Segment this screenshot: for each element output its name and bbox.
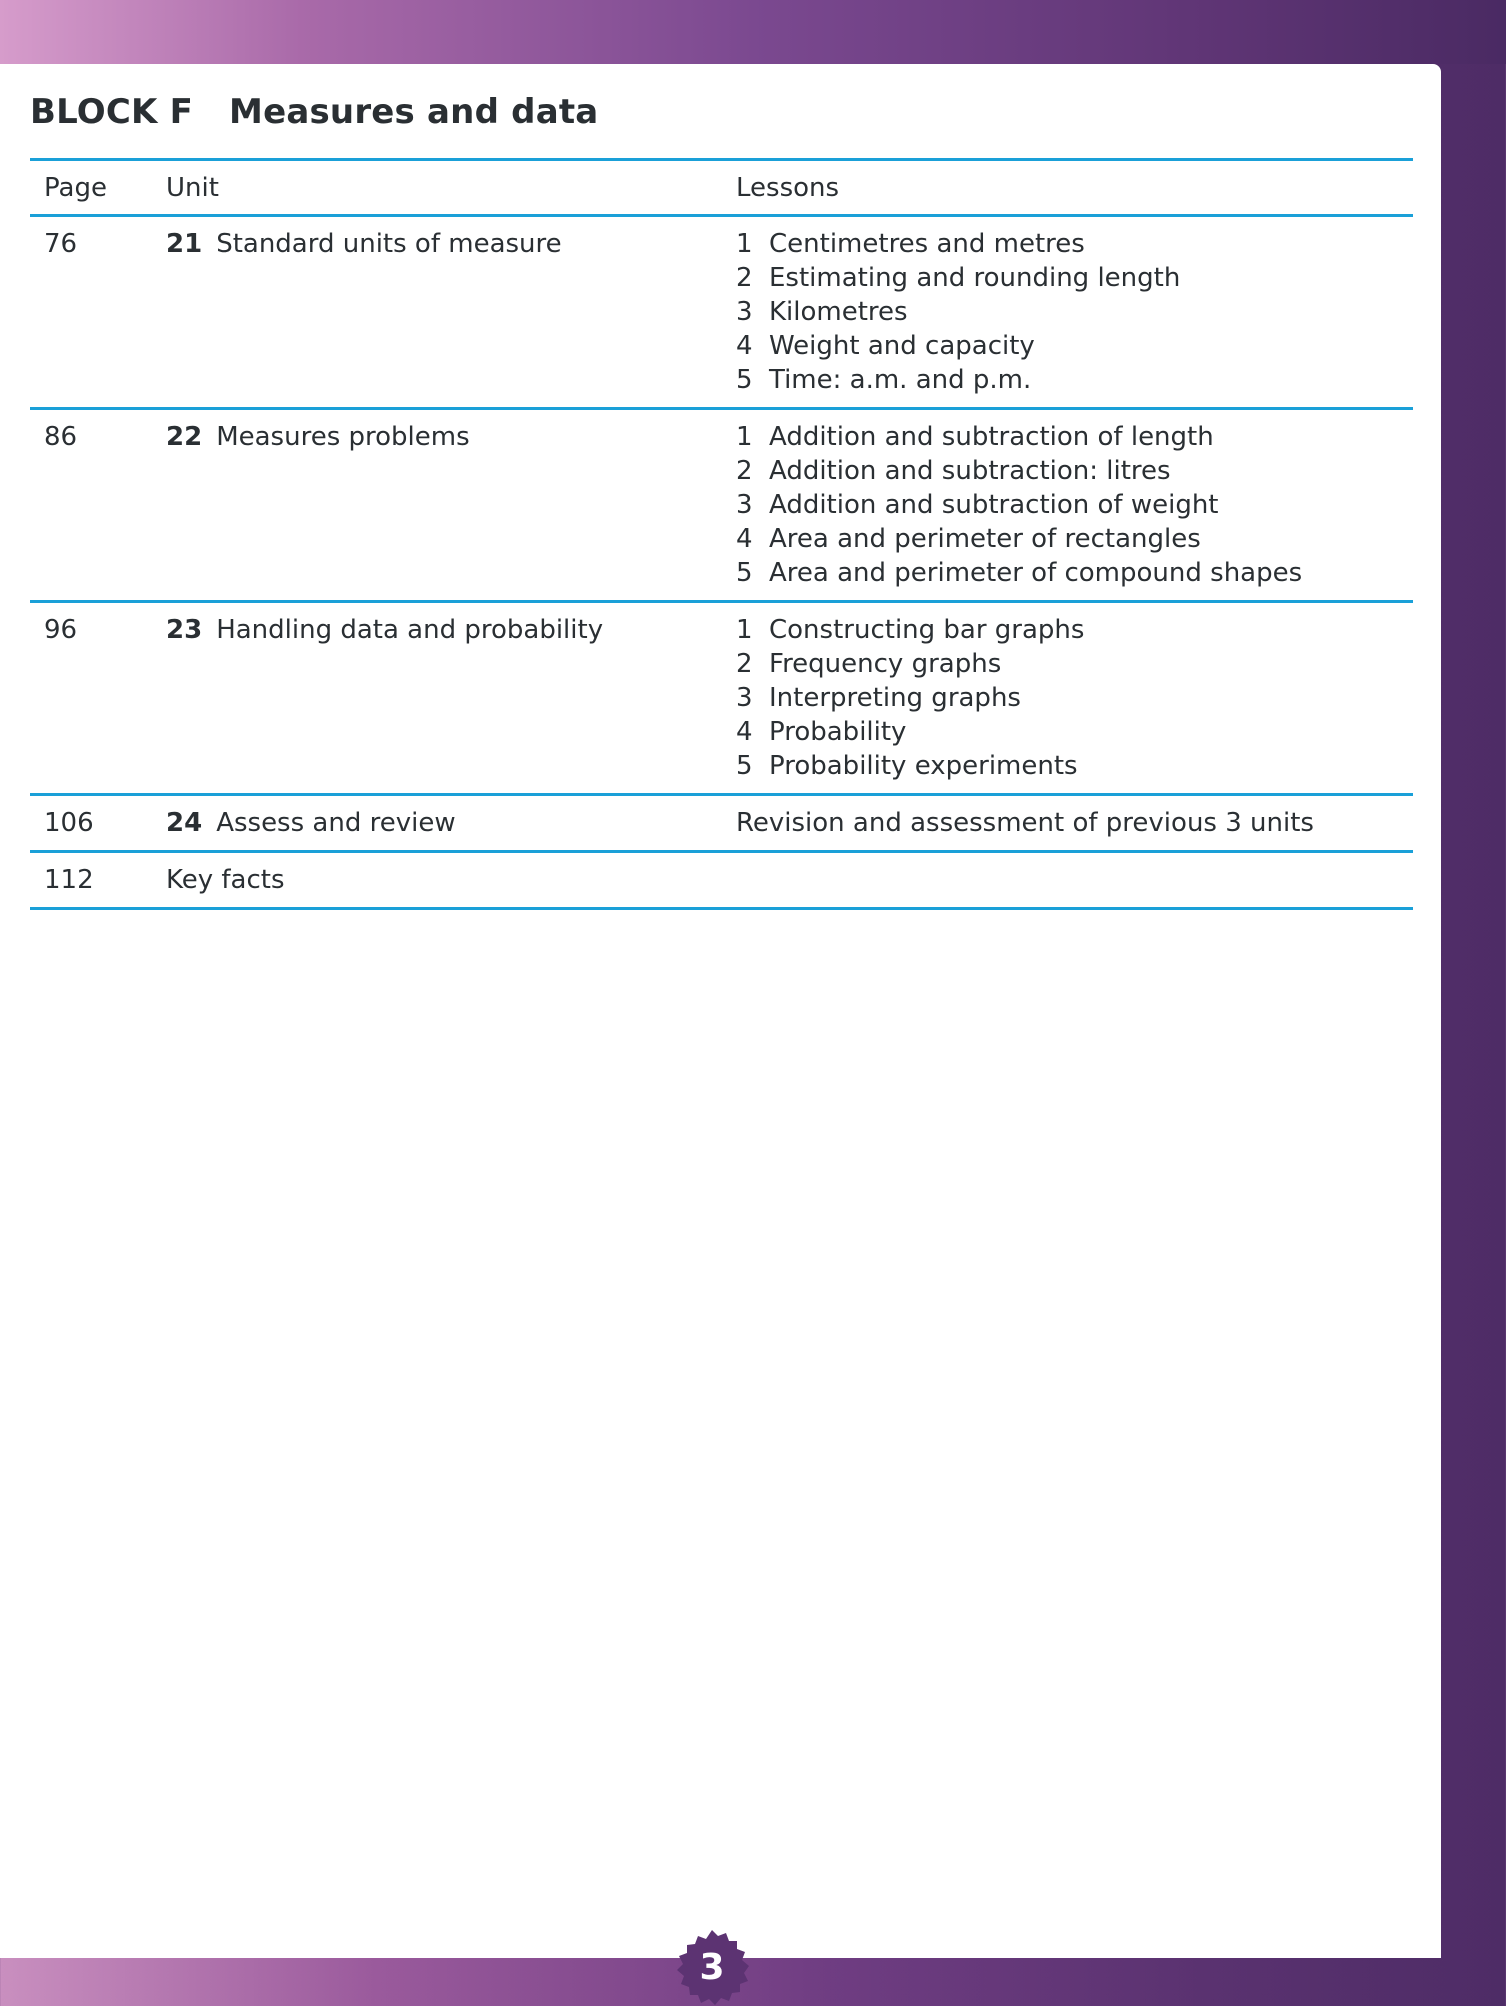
lesson-title: Addition and subtraction: litres <box>769 456 1171 486</box>
page-sheet <box>0 64 1441 1958</box>
list-item <box>736 681 1413 715</box>
header-page: Page <box>30 160 166 216</box>
row-unit <box>166 409 736 602</box>
row-unit <box>166 795 736 852</box>
lesson-number: 3 <box>736 683 753 713</box>
lesson-title: Kilometres <box>769 297 908 327</box>
lesson-title: Area and perimeter of rectangles <box>769 524 1201 554</box>
lesson-title: Time: a.m. and p.m. <box>769 365 1032 395</box>
row-lessons <box>736 409 1413 602</box>
lesson-number: 3 <box>736 490 753 520</box>
list-item <box>736 647 1413 681</box>
unit-number: 21 <box>166 229 203 259</box>
lesson-title: Frequency graphs <box>769 649 1002 679</box>
lesson-number: 1 <box>736 615 753 645</box>
lesson-number: 2 <box>736 263 753 293</box>
unit-title: Standard units of measure <box>216 229 562 259</box>
lesson-number: 5 <box>736 751 753 781</box>
lesson-title: Constructing bar graphs <box>769 615 1085 645</box>
lesson-title: Estimating and rounding length <box>769 263 1181 293</box>
list-item <box>736 227 1413 261</box>
header-unit: Unit <box>166 160 736 216</box>
row-page-number: 106 <box>30 795 166 852</box>
lesson-title: Addition and subtraction of length <box>769 422 1214 452</box>
lesson-number: 2 <box>736 649 753 679</box>
lesson-number: 3 <box>736 297 753 327</box>
lesson-number: 4 <box>736 331 753 361</box>
row-unit <box>166 602 736 795</box>
lesson-number: 5 <box>736 365 753 395</box>
unit-title: Handling data and probability <box>216 615 604 645</box>
table-row <box>30 852 1413 909</box>
row-lessons <box>736 602 1413 795</box>
list-item <box>736 261 1413 295</box>
row-page-number: 112 <box>30 852 166 909</box>
list-item <box>736 420 1413 454</box>
page-number-badge <box>674 1930 750 2000</box>
row-unit: Key facts <box>166 852 736 909</box>
table-row <box>30 409 1413 602</box>
row-page-number: 76 <box>30 216 166 409</box>
lesson-number: 1 <box>736 229 753 259</box>
lesson-number: 1 <box>736 422 753 452</box>
list-item <box>736 329 1413 363</box>
list-item <box>736 715 1413 749</box>
lesson-title: Probability experiments <box>769 751 1078 781</box>
header-lessons: Lessons <box>736 160 1413 216</box>
lesson-number: 5 <box>736 558 753 588</box>
row-unit <box>166 216 736 409</box>
top-decorative-band <box>0 0 1506 64</box>
lesson-title: Area and perimeter of compound shapes <box>769 558 1303 588</box>
block-title: Measures and data <box>229 92 599 132</box>
lesson-number: 4 <box>736 524 753 554</box>
lesson-number: 2 <box>736 456 753 486</box>
table-row <box>30 602 1413 795</box>
page-number: 3 <box>699 1946 725 1988</box>
list-item <box>736 556 1413 590</box>
contents-table <box>30 158 1413 910</box>
row-lessons <box>736 216 1413 409</box>
table-row <box>30 795 1413 852</box>
row-page-number: 86 <box>30 409 166 602</box>
list-item <box>736 613 1413 647</box>
row-lessons-text: Revision and assessment of previous 3 units <box>736 795 1413 852</box>
block-label: BLOCK F <box>30 92 194 132</box>
lesson-title: Interpreting graphs <box>769 683 1021 713</box>
lesson-title: Weight and capacity <box>769 331 1035 361</box>
unit-number: 22 <box>166 422 203 452</box>
list-item <box>736 454 1413 488</box>
lesson-title: Addition and subtraction of weight <box>769 490 1219 520</box>
row-lessons-empty <box>736 852 1413 909</box>
row-page-number: 96 <box>30 602 166 795</box>
lesson-number: 4 <box>736 717 753 747</box>
list-item <box>736 488 1413 522</box>
table-row <box>30 216 1413 409</box>
lesson-title: Centimetres and metres <box>769 229 1085 259</box>
page-title <box>30 92 598 132</box>
lesson-title: Probability <box>769 717 907 747</box>
list-item <box>736 363 1413 397</box>
list-item <box>736 749 1413 783</box>
unit-number: 24 <box>166 808 203 838</box>
unit-number: 23 <box>166 615 203 645</box>
list-item <box>736 522 1413 556</box>
unit-title: Measures problems <box>216 422 470 452</box>
table-header-row <box>30 160 1413 216</box>
list-item <box>736 295 1413 329</box>
unit-title: Assess and review <box>216 808 456 838</box>
